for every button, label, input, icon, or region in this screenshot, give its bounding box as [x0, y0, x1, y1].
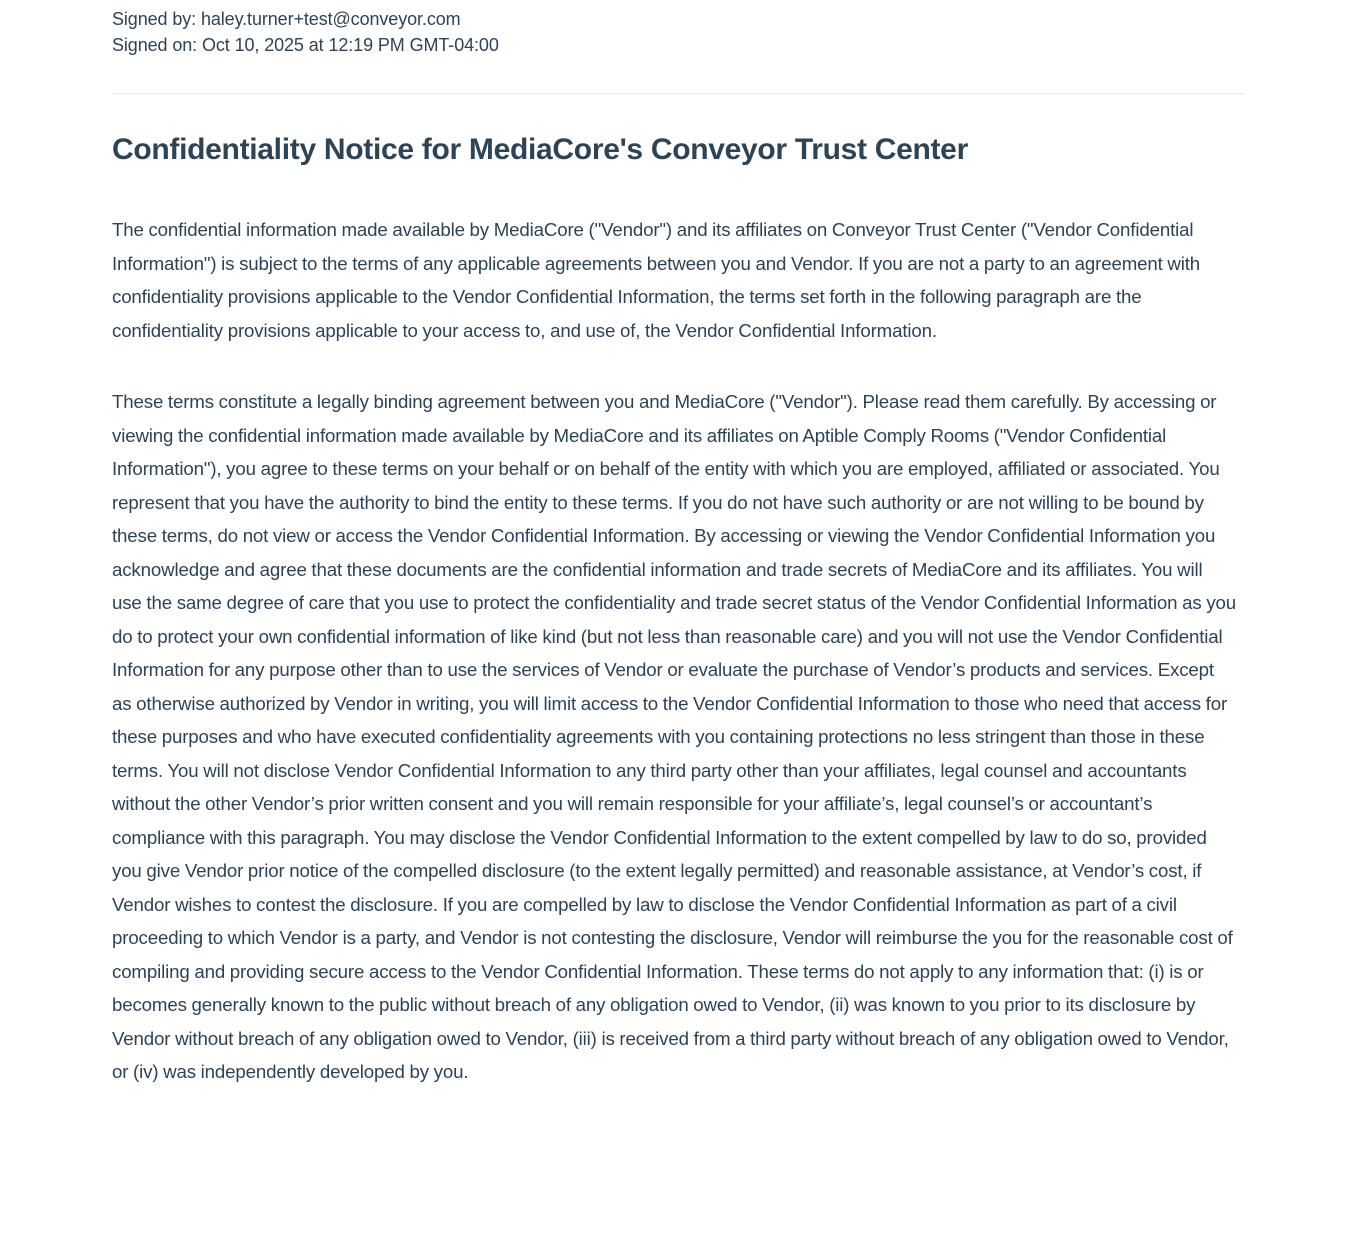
document-title: Confidentiality Notice for MediaCore's Conveyor Trust Center — [112, 133, 968, 166]
confidentiality-paragraph-1: The confidential information made available by MediaCore ("Vendor") and its affiliates on Conveyor Trust Center ("Vendor Confidential Information") is subject to the terms of any applicable agreements between you and Vendor. If you are not a party to an agreement with confidentiality provisions applicable to the Vendor Confidential Information, the terms set forth in the following paragraph are the confidentiality provisions applicable to your access to, and use of, the Vendor Confidential Information. — [112, 219, 1201, 341]
signed-on-line: Signed on: Oct 10, 2025 at 12:19 PM GMT-04:00 — [112, 35, 499, 55]
document-body — [112, 132, 1245, 1089]
signed-by-line: Signed by: haley.turner+test@conveyor.com — [112, 9, 461, 29]
confidentiality-paragraph-2: These terms constitute a legally binding agreement between you and MediaCore ("Vendor"). Please read them carefully. By accessing or viewing the confidential information made available by MediaCore and its affiliates on Aptible Comply Rooms ("Vendor Confidential Information"), you agree to these terms on your behalf or on behalf of the entity with which you are employed, affiliated or associated. You represent that you have the authority to bind the entity to these terms. If you do not have such authority or are not willing to be bound by these terms, do not view or access the Vendor Confidential Information. By accessing or viewing the Vendor Confidential Information you acknowledge and agree that these documents are the confidential information and trade secrets of MediaCore and its affiliates. You will use the same degree of care that you use to protect the confidentiality and trade secret status of the Vendor Confidential Information as you do to protect your own confidential information of like kind (but not less than reasonable care) and you will not use the Vendor Confidential Information for any purpose other than to use the services of Vendor or evaluate the purchase of Vendor’s products and services. Except as otherwise authorized by Vendor in writing, you will limit access to the Vendor Confidential Information to those who need that access for these purposes and who have executed confidentiality agreements with you containing protections no less stringent than those in these terms. You will not disclose Vendor Confidential Information to any third party other than your affiliates, legal counsel and accountants without the other Vendor’s prior written consent and you will remain responsible for your affiliate’s, legal counsel’s or accountant’s compliance with this paragraph. You may disclose the Vendor Confidential Information to the extent compelled by law to do so, provided you give Vendor prior notice of the compelled disclosure (to the extent legally permitted) and reasonable assistance, at Vendor’s cost, if Vendor wishes to contest the disclosure. If you are compelled by law to disclose the Vendor Confidential Information as part of a civil proceeding to which Vendor is a party, and Vendor is not contesting the disclosure, Vendor will reimburse the you for the reasonable cost of compiling and providing secure access to the Vendor Confidential Information. These terms do not apply to any information that: (i) is or becomes generally known to the public without breach of any obligation owed to Vendor, (ii) was known to you prior to its disclosure by Vendor without breach of any obligation owed to Vendor, (iii) is received from a third party without breach of any obligation owed to Vendor, or (iv) was independently developed by you. — [112, 391, 1237, 1082]
header-divider — [112, 93, 1245, 94]
signature-header — [112, 6, 1245, 58]
